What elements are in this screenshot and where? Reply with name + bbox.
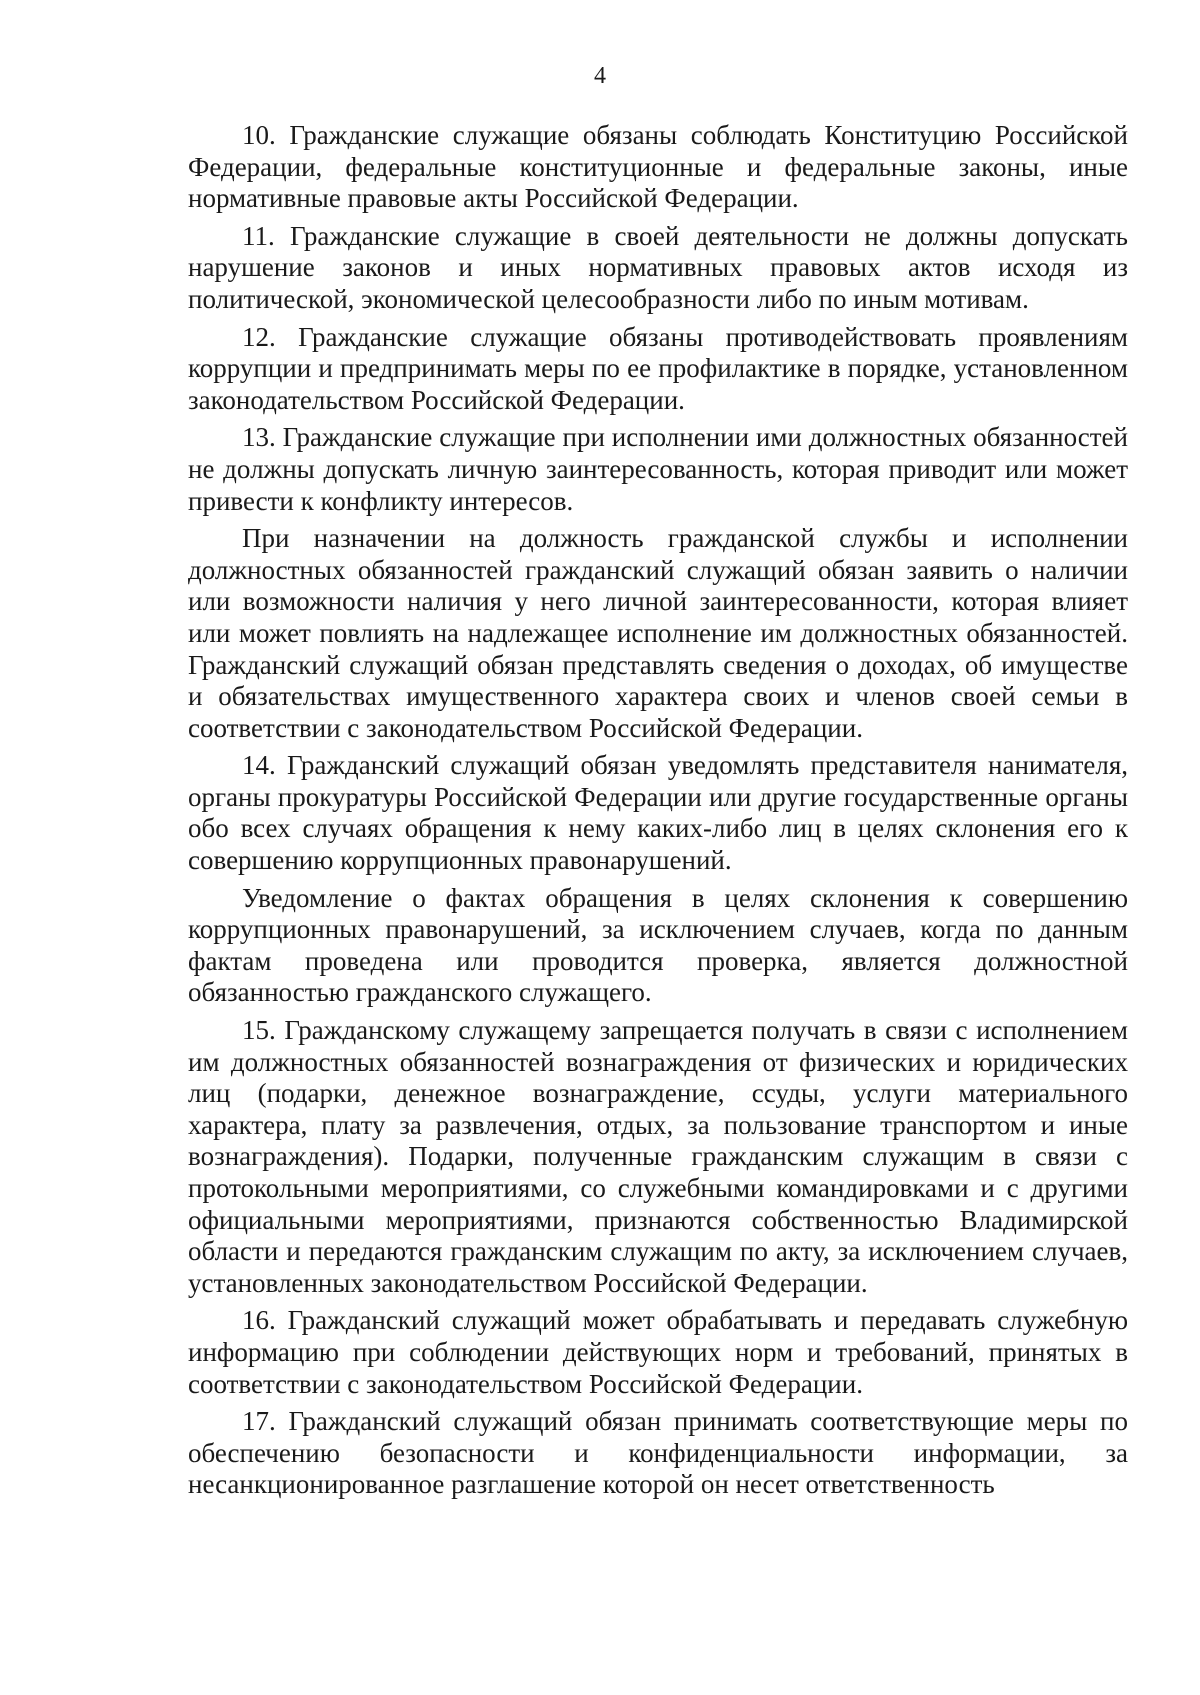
paragraph-11: 11. Гражданские служащие в своей деятельности не должны допускать нарушение законов и иных нормативных правовых актов исходя из политической, экономической целесообразности либо по иным мотивам. bbox=[188, 220, 1128, 314]
paragraph-16: 16. Гражданский служащий может обрабатывать и передавать служебную информацию при соблюдении действующих норм и требований, принятых в соответствии с законодательством Российской Федерации. bbox=[188, 1305, 1128, 1399]
paragraph-14: 14. Гражданский служащий обязан уведомлять представителя нанимателя, органы прокуратуры Российской Федерации или другие государственные органы обо всех случаях обращения к нему каких-либо лиц в целях склонения его к совершению коррупционных правонарушений. bbox=[188, 750, 1128, 876]
paragraph-13-continued: При назначении на должность гражданской службы и исполнении должностных обязанностей гражданский служащий обязан заявить о наличии или возможности наличия у него личной заинтересованности, которая влияет или может повлиять на надлежащее исполнение им должностных обязанностей. Гражданский служащий обязан представлять сведения о доходах, об имуществе и обязательствах имущественного характера своих и членов своей семьи в соответствии с законодательством Российской Федерации. bbox=[188, 523, 1128, 743]
paragraph-10: 10. Гражданские служащие обязаны соблюдать Конституцию Российской Федерации, федеральные конституционные и федеральные законы, иные нормативные правовые акты Российской Федерации. bbox=[188, 120, 1128, 214]
paragraph-15: 15. Гражданскому служащему запрещается получать в связи с исполнением им должностных обязанностей вознаграждения от физических и юридических лиц (подарки, денежное вознаграждение, ссуды, услуги материального характера, плату за развлечения, отдых, за пользование транспортом и иные вознаграждения). Подарки, полученные гражданским служащим в связи с протокольными мероприятиями, со служебными командировками и с другими официальными мероприятиями, признаются собственностью Владимирской области и передаются гражданским служащим по акту, за исключением случаев, установленных законодательством Российской Федерации. bbox=[188, 1015, 1128, 1298]
paragraph-14-continued: Уведомление о фактах обращения в целях склонения к совершению коррупционных правонарушений, за исключением случаев, когда по данным фактам проведена или проводится проверка, является должностной обязанностью гражданского служащего. bbox=[188, 882, 1128, 1008]
paragraph-17: 17. Гражданский служащий обязан принимать соответствующие меры по обеспечению безопасности и конфиденциальности информации, за несанкционированное разглашение которой он несет ответственность bbox=[188, 1406, 1128, 1500]
document-body bbox=[188, 120, 1128, 1501]
paragraph-13: 13. Гражданские служащие при исполнении ими должностных обязанностей не должны допускать личную заинтересованность, которая приводит или может привести к конфликту интересов. bbox=[188, 422, 1128, 516]
page-number: 4 bbox=[594, 63, 606, 89]
paragraph-12: 12. Гражданские служащие обязаны противодействовать проявлениям коррупции и предпринимать меры по ее профилактике в порядке, установленном законодательством Российской Федерации. bbox=[188, 321, 1128, 415]
